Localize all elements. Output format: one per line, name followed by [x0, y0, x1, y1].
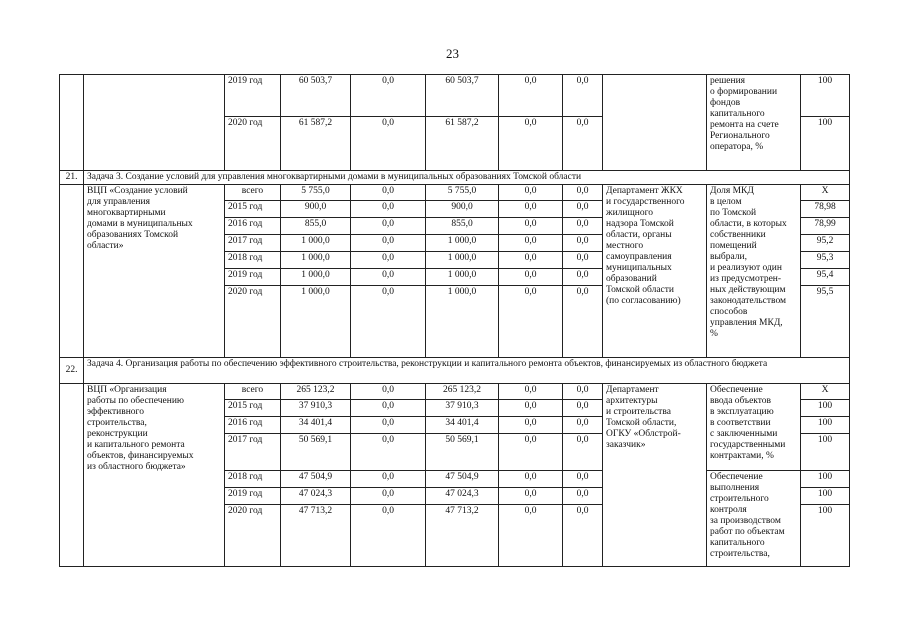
- local-cell: 0,0: [499, 505, 563, 567]
- federal-cell: 0,0: [351, 471, 426, 488]
- total-cell: 60 503,7: [281, 75, 351, 117]
- total-cell: 1 000,0: [281, 286, 351, 358]
- local-cell: 0,0: [499, 75, 563, 117]
- section-title: Задача 3. Создание условий для управления многоквартирными домами в муниципальных образованиях Томской области: [84, 171, 850, 185]
- extra-cell: 0,0: [563, 488, 603, 505]
- row-number-cell: [60, 75, 84, 171]
- total-cell: 47 504,9: [281, 471, 351, 488]
- indicator-cell-1: Обеспечение ввода объектов в эксплуатацию в соответствии с заключенными государственными контрактами, %: [707, 384, 801, 471]
- value-cell: 100: [801, 75, 850, 117]
- section-header-row: [60, 358, 850, 384]
- local-cell: 0,0: [499, 417, 563, 434]
- year-cell: 2017 год: [225, 434, 281, 471]
- value-cell: 100: [801, 400, 850, 417]
- extra-cell: 0,0: [563, 384, 603, 400]
- year-cell: 2019 год: [225, 75, 281, 117]
- total-cell: 900,0: [281, 201, 351, 218]
- year-cell: 2017 год: [225, 235, 281, 252]
- value-cell: 100: [801, 417, 850, 434]
- total-cell: 47 024,3: [281, 488, 351, 505]
- federal-cell: 0,0: [351, 505, 426, 567]
- program-table: [59, 74, 850, 567]
- regional-cell: 1 000,0: [426, 252, 499, 269]
- regional-cell: 34 401,4: [426, 417, 499, 434]
- federal-cell: 0,0: [351, 417, 426, 434]
- federal-cell: 0,0: [351, 185, 426, 201]
- regional-cell: 47 504,9: [426, 471, 499, 488]
- extra-cell: 0,0: [563, 75, 603, 117]
- extra-cell: 0,0: [563, 286, 603, 358]
- total-cell: 1 000,0: [281, 235, 351, 252]
- year-cell: всего: [225, 185, 281, 201]
- total-cell: 47 713,2: [281, 505, 351, 567]
- regional-cell: 5 755,0: [426, 185, 499, 201]
- regional-cell: 47 024,3: [426, 488, 499, 505]
- local-cell: 0,0: [499, 286, 563, 358]
- section-number: 21.: [60, 171, 84, 185]
- extra-cell: 0,0: [563, 434, 603, 471]
- total-cell: 34 401,4: [281, 417, 351, 434]
- table-row: [60, 75, 850, 117]
- value-cell: 100: [801, 434, 850, 471]
- federal-cell: 0,0: [351, 286, 426, 358]
- local-cell: 0,0: [499, 488, 563, 505]
- regional-cell: 60 503,7: [426, 75, 499, 117]
- table-row: [60, 384, 850, 400]
- page-number: 23: [446, 46, 459, 61]
- extra-cell: 0,0: [563, 471, 603, 488]
- value-cell: X: [801, 384, 850, 400]
- regional-cell: 47 713,2: [426, 505, 499, 567]
- section-header-row: [60, 171, 850, 185]
- year-cell: 2019 год: [225, 269, 281, 286]
- federal-cell: 0,0: [351, 384, 426, 400]
- federal-cell: 0,0: [351, 400, 426, 417]
- extra-cell: 0,0: [563, 218, 603, 235]
- extra-cell: 0,0: [563, 201, 603, 218]
- year-cell: 2019 год: [225, 488, 281, 505]
- extra-cell: 0,0: [563, 505, 603, 567]
- total-cell: 37 910,3: [281, 400, 351, 417]
- year-cell: 2016 год: [225, 218, 281, 235]
- local-cell: 0,0: [499, 400, 563, 417]
- year-cell: 2020 год: [225, 286, 281, 358]
- local-cell: 0,0: [499, 384, 563, 400]
- program-cell: [84, 75, 225, 171]
- extra-cell: 0,0: [563, 252, 603, 269]
- value-cell: 95,3: [801, 252, 850, 269]
- value-cell: X: [801, 185, 850, 201]
- extra-cell: 0,0: [563, 117, 603, 171]
- row-number-cell: [60, 384, 84, 567]
- extra-cell: 0,0: [563, 235, 603, 252]
- regional-cell: 1 000,0: [426, 269, 499, 286]
- value-cell: 100: [801, 471, 850, 488]
- executor-cell: Департамент ЖКХ и государственного жилищного надзора Томской области, органы местного самоуправления муниципальных образований Томской области (по согласованию): [603, 185, 707, 358]
- year-cell: 2020 год: [225, 117, 281, 171]
- total-cell: 1 000,0: [281, 269, 351, 286]
- federal-cell: 0,0: [351, 117, 426, 171]
- total-cell: 5 755,0: [281, 185, 351, 201]
- regional-cell: 265 123,2: [426, 384, 499, 400]
- year-cell: 2018 год: [225, 252, 281, 269]
- federal-cell: 0,0: [351, 269, 426, 286]
- program-cell: ВЦП «Организация работы по обеспечению эффективного строительства, реконструкции и капитального ремонта объектов, финансируемых из областного бюджета»: [84, 384, 225, 567]
- table-row: [60, 185, 850, 201]
- federal-cell: 0,0: [351, 434, 426, 471]
- executor-cell: Департамент архитектуры и строительства Томской области, ОГКУ «Облстрой- заказчик»: [603, 384, 707, 567]
- total-cell: 61 587,2: [281, 117, 351, 171]
- local-cell: 0,0: [499, 218, 563, 235]
- value-cell: 100: [801, 505, 850, 567]
- extra-cell: 0,0: [563, 417, 603, 434]
- program-cell: ВЦП «Создание условий для управления многоквартирными домами в муниципальных образованиях Томской области»: [84, 185, 225, 358]
- local-cell: 0,0: [499, 252, 563, 269]
- local-cell: 0,0: [499, 117, 563, 171]
- year-cell: 2016 год: [225, 417, 281, 434]
- indicator-cell: Доля МКД в целом по Томской области, в которых собственники помещений выбрали, и реализуют один из предусмотрен- ных действующим законодательством способов управления МКД, %: [707, 185, 801, 358]
- year-cell: 2015 год: [225, 400, 281, 417]
- total-cell: 1 000,0: [281, 252, 351, 269]
- section-number: 22.: [60, 358, 84, 384]
- section-title: Задача 4. Организация работы по обеспечению эффективного строительства, реконструкции и капитального ремонта объектов, финансируемых из областного бюджета: [84, 358, 850, 384]
- year-cell: 2018 год: [225, 471, 281, 488]
- value-cell: 95,2: [801, 235, 850, 252]
- regional-cell: 50 569,1: [426, 434, 499, 471]
- regional-cell: 1 000,0: [426, 235, 499, 252]
- regional-cell: 61 587,2: [426, 117, 499, 171]
- federal-cell: 0,0: [351, 235, 426, 252]
- indicator-cell: решения о формировании фондов капитального ремонта на счете Регионального оператора, %: [707, 75, 801, 171]
- value-cell: 95,4: [801, 269, 850, 286]
- local-cell: 0,0: [499, 471, 563, 488]
- local-cell: 0,0: [499, 235, 563, 252]
- federal-cell: 0,0: [351, 201, 426, 218]
- row-number-cell: [60, 185, 84, 358]
- regional-cell: 855,0: [426, 218, 499, 235]
- total-cell: 265 123,2: [281, 384, 351, 400]
- year-cell: 2020 год: [225, 505, 281, 567]
- total-cell: 50 569,1: [281, 434, 351, 471]
- local-cell: 0,0: [499, 185, 563, 201]
- total-cell: 855,0: [281, 218, 351, 235]
- value-cell: 95,5: [801, 286, 850, 358]
- extra-cell: 0,0: [563, 269, 603, 286]
- extra-cell: 0,0: [563, 400, 603, 417]
- local-cell: 0,0: [499, 269, 563, 286]
- value-cell: 100: [801, 117, 850, 171]
- regional-cell: 900,0: [426, 201, 499, 218]
- regional-cell: 1 000,0: [426, 286, 499, 358]
- value-cell: 78,99: [801, 218, 850, 235]
- executor-cell: [603, 75, 707, 171]
- year-cell: всего: [225, 384, 281, 400]
- indicator-cell-2: Обеспечение выполнения строительного контроля за производством работ по объектам капитального строительства,: [707, 471, 801, 567]
- local-cell: 0,0: [499, 201, 563, 218]
- federal-cell: 0,0: [351, 75, 426, 117]
- extra-cell: 0,0: [563, 185, 603, 201]
- year-cell: 2015 год: [225, 201, 281, 218]
- federal-cell: 0,0: [351, 218, 426, 235]
- value-cell: 78,98: [801, 201, 850, 218]
- value-cell: 100: [801, 488, 850, 505]
- federal-cell: 0,0: [351, 488, 426, 505]
- federal-cell: 0,0: [351, 252, 426, 269]
- local-cell: 0,0: [499, 434, 563, 471]
- regional-cell: 37 910,3: [426, 400, 499, 417]
